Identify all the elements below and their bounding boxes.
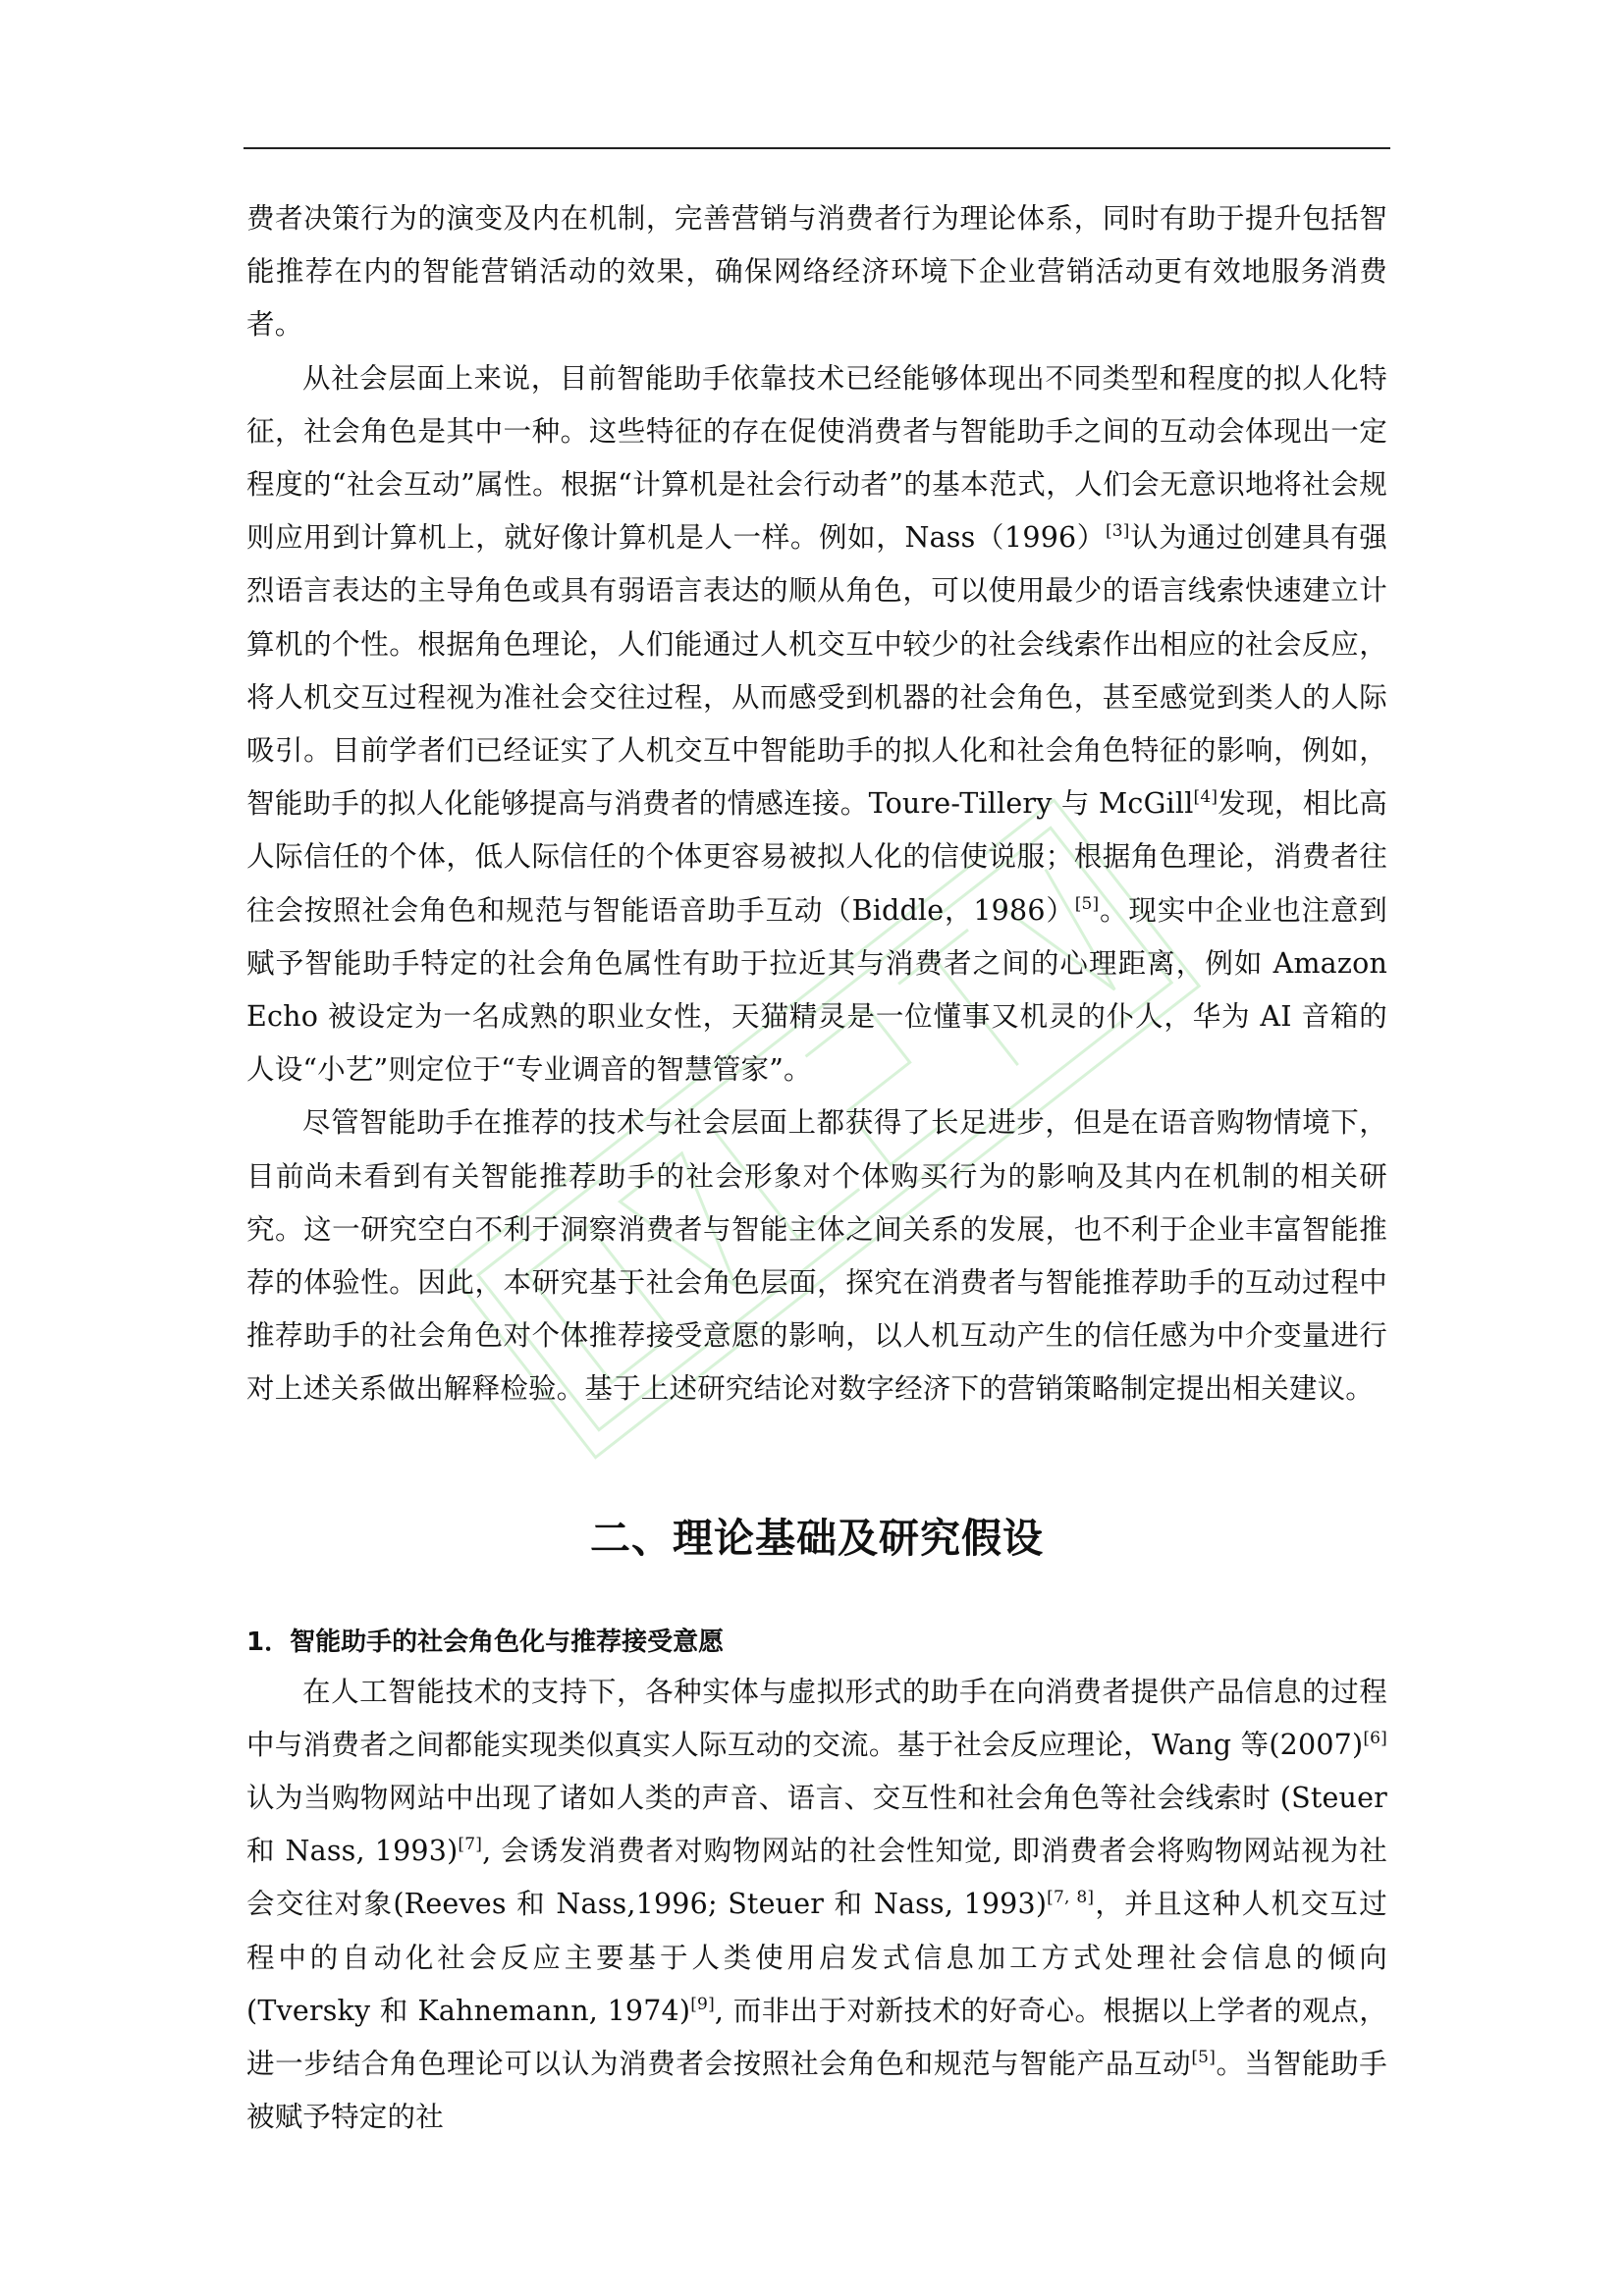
citation-ref[interactable]: [5]: [1191, 2048, 1217, 2068]
paragraph-text: 认为当购物网站中出现了诸如人类的声音、语言、交互性和社会角色等社会线索时 (Steuer 和 Nass, 1993): [246, 1782, 1387, 1868]
paragraph-text: , 而非出于对新技术的好奇心。根据以上学者的观点，进一步结合角色理论可以认为消费者会按照社会角色和规范与智能产品互动: [246, 1994, 1387, 2081]
paragraph-text: 。当智能助手被赋予特定的社: [246, 2048, 1388, 2134]
subsection-title: 1．智能助手的社会角色化与推荐接受意愿: [246, 1627, 725, 1657]
citation-ref[interactable]: [3]: [1105, 521, 1130, 542]
citation-ref[interactable]: [7, 8]: [1047, 1888, 1095, 1908]
citation-ref[interactable]: [7]: [458, 1835, 483, 1855]
citation-ref[interactable]: [4]: [1193, 787, 1218, 808]
paragraph-text: , 会诱发消费者对购物网站的社会性知觉, 即消费者会将购物网站视为社会交往对象(Reeves 和 Nass,1996; Steuer 和 Nass, 1993): [246, 1835, 1387, 1921]
paragraph-social-level: [246, 352, 1387, 1097]
paragraph-text: 发现，相比高人际信任的个体，低人际信任的个体更容易被拟人化的信使说服；根据角色理论，消费者往往会按照社会角色和规范与智能语音助手互动（Biddle，1986）: [246, 787, 1387, 927]
paragraph-text: 认为通过创建具有强烈语言表达的主导角色或具有弱语言表达的顺从角色，可以使用最少的语言线索快速建立计算机的个性。根据角色理论，人们能通过人机交互中较少的社会线索作出相应的社会反应，将人机交互过程视为准社会交往过程，从而感受到机器的社会角色，甚至感觉到类人的人际吸引。目前学者们已经证实了人机交互中智能助手的拟人化和社会角色特征的影响，例如，智能助手的拟人化能够提高与消费者的情感连接。Toure-Tillery 与 McGill: [246, 521, 1387, 821]
document-body: [246, 192, 1387, 2145]
section-title: 二、理论基础及研究假设: [590, 1514, 1044, 1562]
citation-ref[interactable]: [9]: [690, 1994, 715, 2014]
paragraph-text: 在人工智能技术的支持下，各种实体与虚拟形式的助手在向消费者提供产品信息的过程中与消费者之间都能实现类似真实人际互动的交流。基于社会反应理论，Wang 等(2007): [246, 1675, 1387, 1761]
paragraph-research-gap: [246, 1096, 1387, 1415]
paragraph-theory: [246, 1666, 1387, 2145]
paragraph-continued: [246, 192, 1387, 352]
paragraph-text: 费者决策行为的演变及内在机制，完善营销与消费者行为理论体系，同时有助于提升包括智能推荐在内的智能营销活动的效果，确保网络经济环境下企业营销活动更有效地服务消费者。: [246, 202, 1387, 342]
paragraph-text: ，并且这种人机交互过程中的自动化社会反应主要基于人类使用启发式信息加工方式处理社会信息的倾向 (Tversky 和 Kahnemann, 1974): [246, 1888, 1387, 2027]
paragraph-text: 。现实中企业也注意到赋予智能助手特定的社会角色属性有助于拉近其与消费者之间的心理距离，例如 Amazon Echo 被设定为一名成熟的职业女性，天猫精灵是一位懂事又机灵的仆人，华为 AI 音箱的人设“小艺”则定位于“专业调音的智慧管家”。: [246, 893, 1387, 1087]
paragraph-text: 尽管智能助手在推荐的技术与社会层面上都获得了长足进步，但是在语音购物情境下，目前尚未看到有关智能推荐助手的社会形象对个体购买行为的影响及其内在机制的相关研究。这一研究空白不利于洞察消费者与智能主体之间关系的发展，也不利于企业丰富智能推荐的体验性。因此，本研究基于社会角色层面，探究在消费者与智能推荐助手的互动过程中推荐助手的社会角色对个体推荐接受意愿的影响，以人机互动产生的信任感为中介变量进行对上述关系做出解释检验。基于上述研究结论对数字经济下的营销策略制定提出相关建议。: [246, 1106, 1387, 1406]
citation-ref[interactable]: [5]: [1074, 893, 1100, 914]
paragraph-text: 从社会层面上来说，目前智能助手依靠技术已经能够体现出不同类型和程度的拟人化特征，社会角色是其中一种。这些特征的存在促使消费者与智能助手之间的互动会体现出一定程度的“社会互动”属性。根据“计算机是社会行动者”的基本范式，人们会无意识地将社会规则应用到计算机上，就好像计算机是人一样。例如，Nass（1996）: [246, 361, 1387, 555]
citation-ref[interactable]: [6]: [1363, 1728, 1387, 1748]
header-rule: [244, 147, 1390, 149]
